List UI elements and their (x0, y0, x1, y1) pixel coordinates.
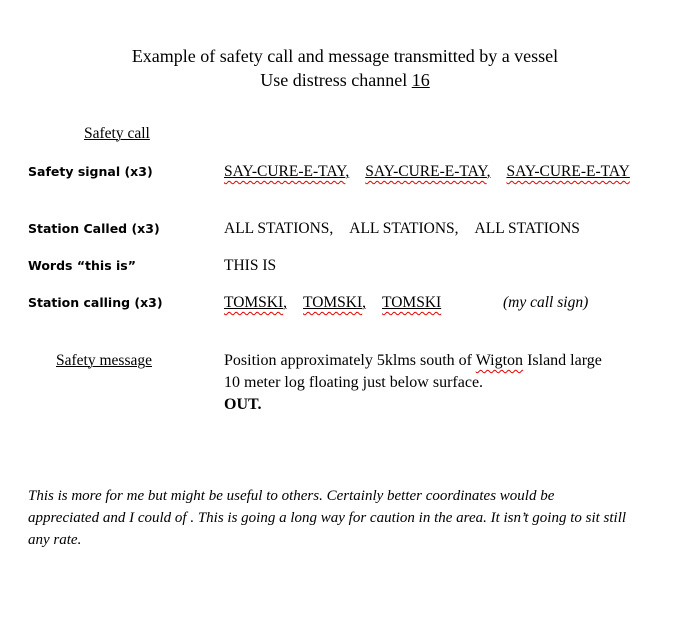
call-rows (28, 163, 690, 331)
call-word (506, 163, 629, 180)
message-line-1 (224, 350, 676, 372)
call-row (28, 163, 690, 184)
misspelled-word: TOMSKI (303, 294, 363, 311)
call-word: ALL STATIONS (474, 220, 580, 237)
safety-call-heading: Safety call (84, 125, 150, 142)
call-row-value (224, 257, 276, 274)
misspelled-word: SAY-CURE-E-TAY (506, 163, 630, 180)
message-line-1-pre: Position approximately 5klms south of (224, 352, 476, 369)
footnote-line: any rate. (28, 532, 82, 548)
title-line-1: Example of safety call and message transmitted by a vessel (131, 46, 559, 66)
misspelled-word: SAY-CURE-E-TAY (224, 163, 346, 180)
call-row-value (224, 294, 441, 311)
call-row-label: Safety signal (x3) (28, 164, 153, 179)
message-out: OUT. (224, 396, 262, 413)
misspelled-word: TOMSKI (224, 294, 284, 311)
call-row (28, 220, 690, 241)
misspelled-word: TOMSKI (382, 294, 442, 311)
footnote-line: appreciated and I could of . This is going a long way for caution in the area. It isn’t going to sit still (28, 510, 627, 526)
call-word: SAY-CURE-E-TAY, (365, 163, 491, 180)
call-row-label: Words “this is” (28, 258, 136, 273)
title-line-2 (0, 68, 690, 92)
call-word: ALL STATIONS, (224, 220, 334, 237)
misspelled-word: Wigton (475, 352, 524, 369)
call-word: THIS IS (224, 257, 277, 274)
title-line-2-text: Use distress channel (260, 70, 412, 90)
call-row-value (224, 163, 630, 180)
call-word: TOMSKI, (303, 294, 367, 311)
safety-message-heading: Safety message (56, 352, 152, 369)
call-row-label: Station Called (x3) (28, 221, 160, 236)
message-line-2: 10 meter log floating just below surface. (224, 374, 484, 391)
call-word: ALL STATIONS, (349, 220, 459, 237)
call-word: TOMSKI, (224, 294, 288, 311)
message-line-1-post: Island large (523, 352, 602, 369)
safety-message-body (224, 350, 676, 416)
footnote (28, 485, 684, 551)
misspelled-word: SAY-CURE-E-TAY (365, 163, 487, 180)
call-row (28, 294, 690, 315)
document-title (0, 44, 690, 92)
footnote-line: This is more for me but might be useful to others. Certainly better coordinates would be (28, 488, 555, 504)
call-word: SAY-CURE-E-TAY, (224, 163, 350, 180)
call-word (382, 294, 441, 311)
call-row-label: Station calling (x3) (28, 295, 163, 310)
call-row (28, 257, 690, 278)
call-row-value (224, 220, 580, 237)
call-sign-note: (my call sign) (503, 294, 589, 311)
distress-channel-number: 16 (411, 70, 430, 90)
